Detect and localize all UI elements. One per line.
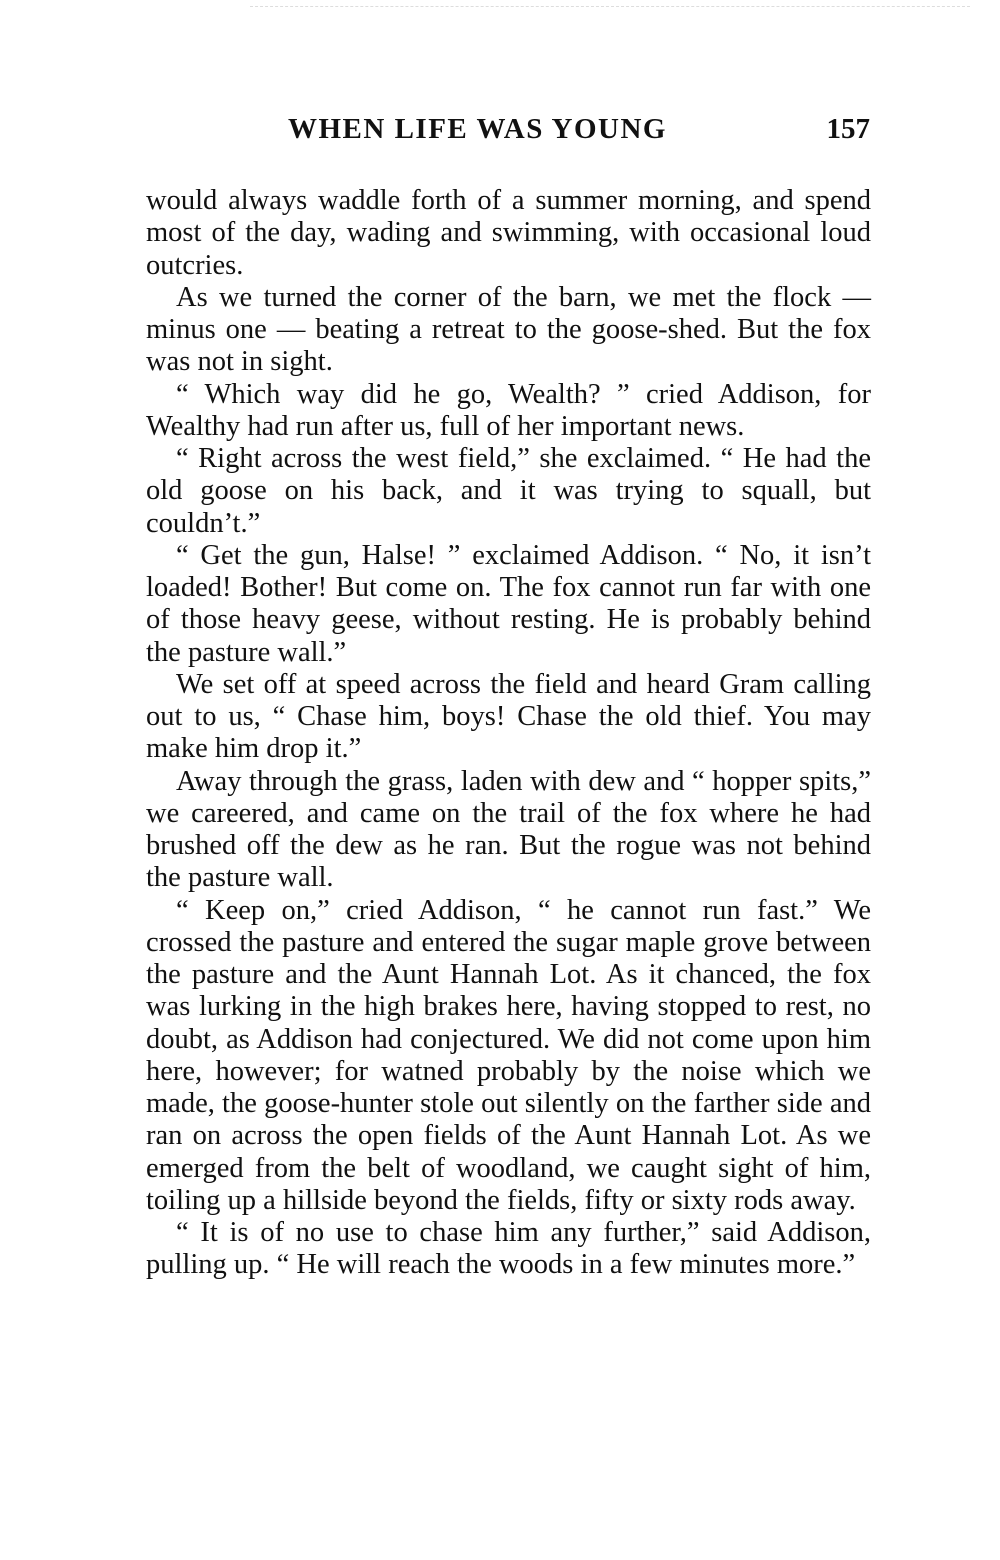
- body-text: [146, 185, 871, 1282]
- running-title: WHEN LIFE WAS YOUNG: [288, 113, 667, 145]
- paragraph: “ Right across the west field,” she exclaimed. “ He had the old goose on his back, and it was trying to squall, but couldn’t.”: [146, 443, 871, 539]
- scan-artifact-line: [250, 6, 970, 11]
- paragraph: “ Get the gun, Halse! ” exclaimed Addison. “ No, it isn’t loaded! Bother! But come on. The fox cannot run far with one of those heavy geese, without resting. He is probably behind the pasture wall.”: [146, 539, 871, 668]
- paragraph: “ Which way did he go, Wealth? ” cried Addison, for Wealthy had run after us, full of her important news.: [146, 378, 871, 442]
- paragraph: Away through the grass, laden with dew and “ hopper spits,” we careered, and came on the trail of the fox where he had brushed off the dew as he ran. But the rogue was not behind the pasture wall.: [146, 765, 871, 894]
- page-number: 157: [826, 113, 870, 145]
- running-header: [145, 113, 870, 153]
- paragraph: “ It is of no use to chase him any further,” said Addison, pulling up. “ He will reach the woods in a few minutes more.”: [146, 1217, 871, 1281]
- paragraph: “ Keep on,” cried Addison, “ he cannot run fast.” We crossed the pasture and entered the sugar maple grove between the pasture and the Aunt Hannah Lot. As it chanced, the fox was lurking in the high brakes here, having stopped to rest, no doubt, as Addison had conjectured. We did not come upon him here, however; for watned probably by the noise which we made, the goose-hunter stole out silently on the farther side and ran on across the open fields of the Aunt Hannah Lot. As we emerged from the belt of woodland, we caught sight of him, toiling up a hillside beyond the fields, fifty or sixty rods away.: [146, 894, 871, 1216]
- paragraph: We set off at speed across the field and heard Gram calling out to us, “ Chase him, boys! Chase the old thief. You may make him drop it.”: [146, 668, 871, 765]
- paragraph: As we turned the corner of the barn, we met the flock — minus one — beating a retreat to the goose-shed. But the fox was not in sight.: [146, 281, 871, 378]
- paragraph-continued: would always waddle forth of a summer morning, and spend most of the day, wading and swimming, with occasional loud outcries.: [146, 185, 871, 281]
